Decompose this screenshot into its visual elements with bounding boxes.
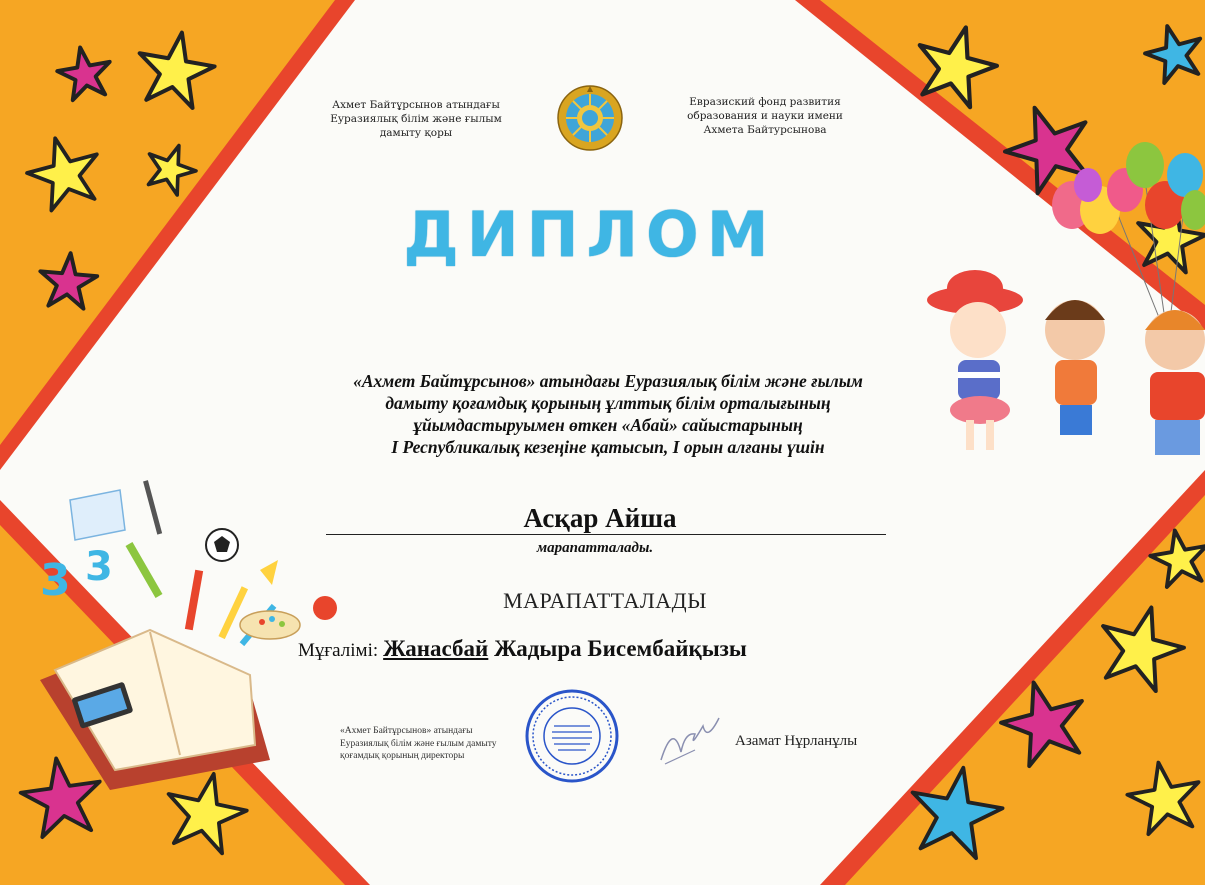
- svg-text:3: 3: [85, 544, 113, 590]
- teacher-surname: Жанасбай: [383, 636, 489, 661]
- state-emblem-icon: [556, 84, 624, 152]
- award-reason-line-1: «Ахмет Байтұрсынов» атындағы Еуразиялық білім және ғылым: [353, 371, 863, 391]
- teacher-given-names: Жадыра Бисембайқызы: [488, 636, 747, 661]
- header-left-org: [300, 98, 532, 140]
- header-left-line-2: Еуразиялық білім және ғылым: [330, 113, 502, 125]
- header-left-line-1: Ахмет Байтұрсынов атындағы: [332, 99, 500, 111]
- header-right-line-3: Ахмета Байтурсынова: [703, 124, 827, 136]
- recipient-name: Асқар Айша: [523, 503, 677, 533]
- signer-name: Азамат Нұрланұлы: [735, 733, 858, 749]
- director-line-3: қоғамдық қорының директоры: [340, 751, 465, 761]
- header-right-line-2: образования и науки имени: [687, 110, 843, 122]
- official-stamp-icon: [524, 688, 620, 784]
- teacher-line: [298, 636, 858, 662]
- signature-icon: [655, 712, 725, 772]
- diploma-title: ДИПЛОМ: [403, 198, 777, 271]
- header-left-line-3: дамыту қоры: [379, 127, 453, 139]
- director-line-1: «Ахмет Байтұрсынов» атындағы: [340, 726, 473, 736]
- svg-text:3: 3: [40, 555, 71, 606]
- awarded-note: марапатталады.: [536, 540, 654, 556]
- award-reason-line-2: дамыту қоғамдық қорының ұлттық білім орталығының: [385, 393, 831, 413]
- award-reason-line-4: І Республикалық кезеңіне қатысып, І орын алғаны үшін: [391, 437, 825, 457]
- header-right-line-1: Евразиский фонд развития: [689, 96, 841, 108]
- header-right-org: [665, 95, 865, 137]
- kids-illustration: [927, 270, 1205, 455]
- director-line-2: Еуразиялық білім және ғылым дамыту: [340, 738, 497, 749]
- teacher-name: [383, 636, 747, 661]
- awarded-heading: МАРАПАТТАЛАДЫ: [503, 588, 707, 613]
- director-title: [340, 725, 525, 763]
- name-underline: [326, 534, 886, 535]
- teacher-label: Мұғалімі:: [298, 640, 379, 661]
- award-reason: [298, 370, 918, 458]
- award-reason-line-3: ұйымдастыруымен өткен «Абай» сайыстарының: [413, 415, 803, 435]
